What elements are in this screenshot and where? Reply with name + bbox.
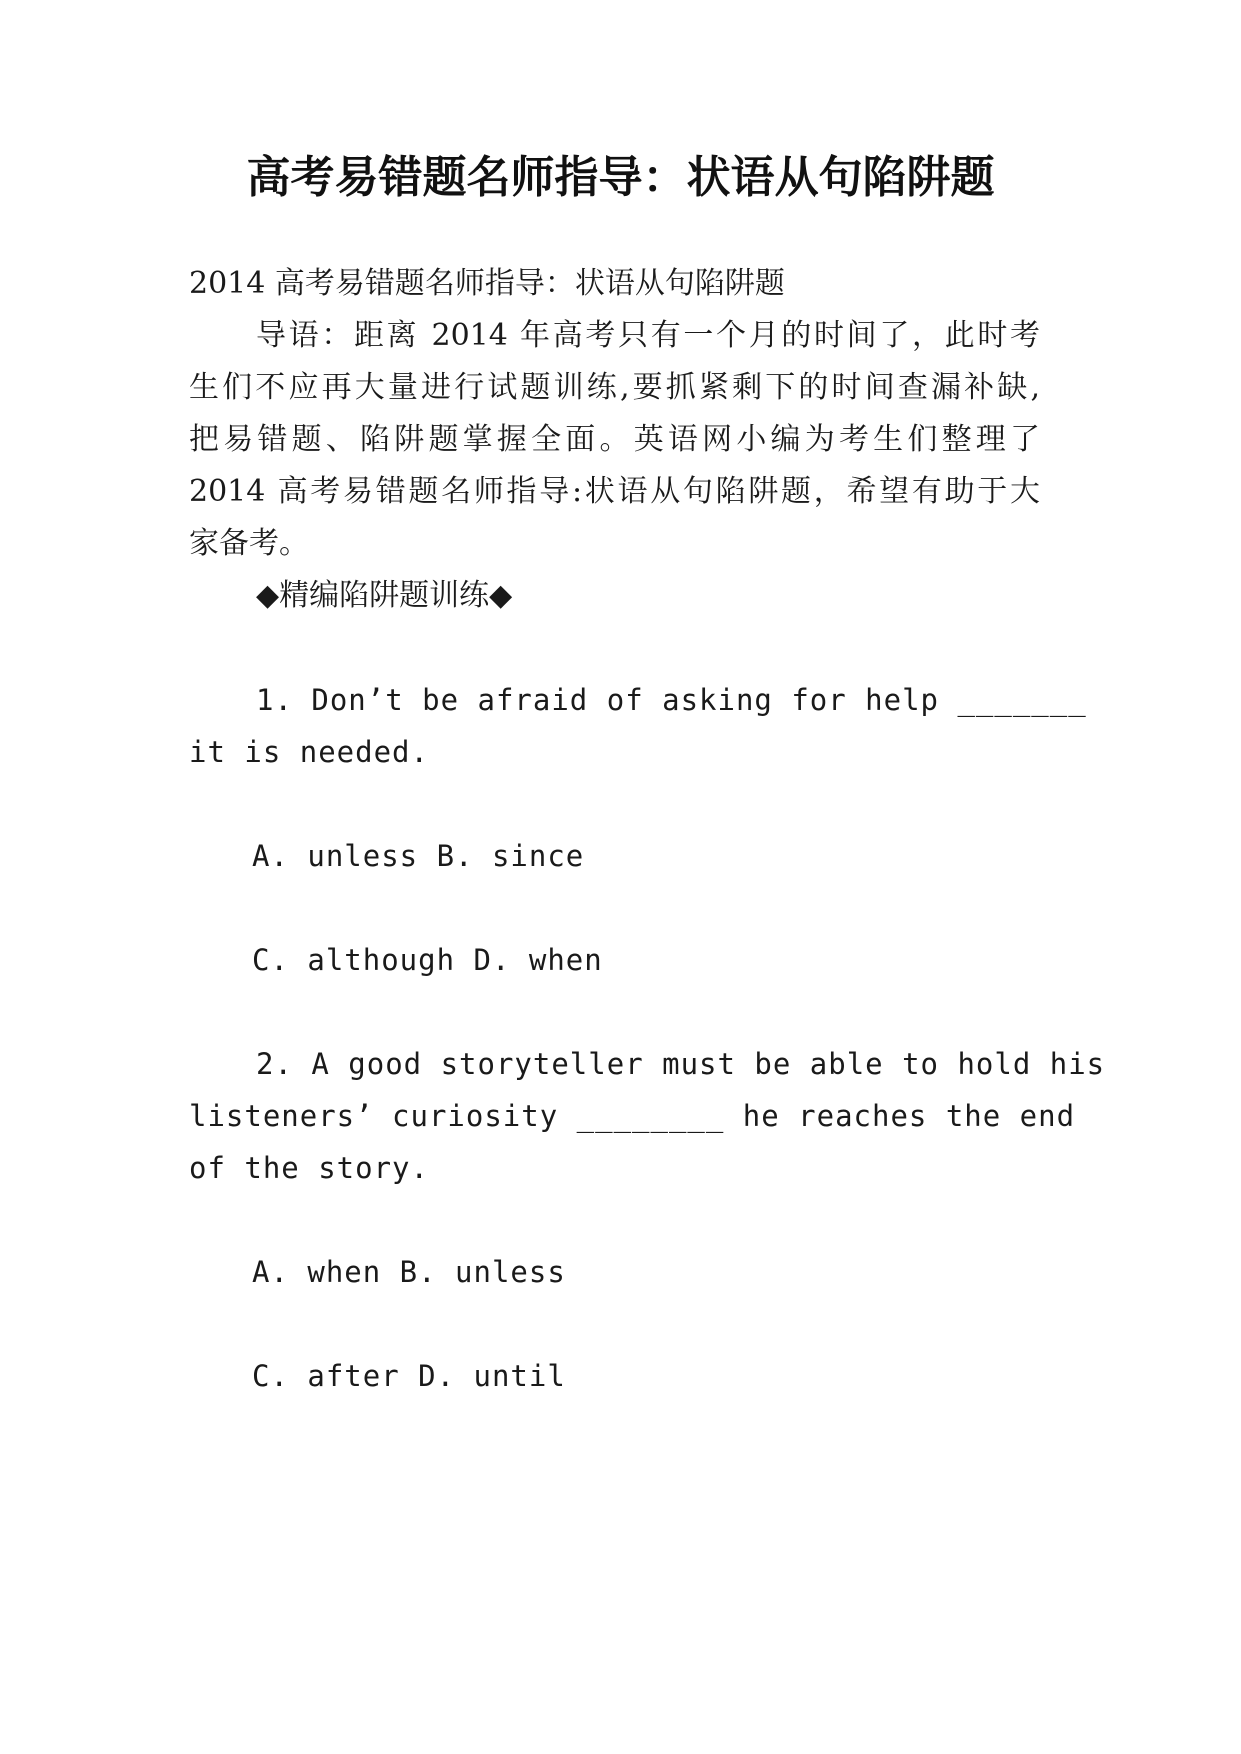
intro-line-2: 生们不应再大量进行试题训练,要抓紧剩下的时间查漏补缺, xyxy=(189,370,1040,405)
question-1-line-1: 1. Don’t be afraid of asking for help _______ xyxy=(256,683,1087,717)
question-1-line-2: it is needed. xyxy=(189,735,429,769)
document-title: 高考易错题名师指导：状语从句陷阱题 xyxy=(246,152,995,203)
intro-line-4: 2014 高考易错题名师指导:状语从句陷阱题，希望有助于大 xyxy=(189,474,1040,509)
question-2-line-2: listeners’ curiosity ________ he reaches the end xyxy=(189,1099,1076,1133)
intro-line-3: 把易错题、陷阱题掌握全面。英语网小编为考生们整理了 xyxy=(189,422,1040,457)
subtitle: 2014 高考易错题名师指导：状语从句陷阱题 xyxy=(189,266,785,301)
intro-line-5: 家备考。 xyxy=(189,526,309,561)
intro-line-1: 导语：距离 2014 年高考只有一个月的时间了，此时考 xyxy=(256,318,1040,353)
question-1-option-cd: C. although D. when xyxy=(252,943,603,977)
question-2-option-cd: C. after D. until xyxy=(252,1359,566,1393)
question-1-option-ab: A. unless B. since xyxy=(252,839,585,873)
question-2-line-3: of the story. xyxy=(189,1151,429,1185)
question-2-option-ab: A. when B. unless xyxy=(252,1255,566,1289)
section-heading: ◆精编陷阱题训练◆ xyxy=(256,578,513,613)
question-2-line-1: 2. A good storyteller must be able to hold his xyxy=(256,1047,1106,1081)
